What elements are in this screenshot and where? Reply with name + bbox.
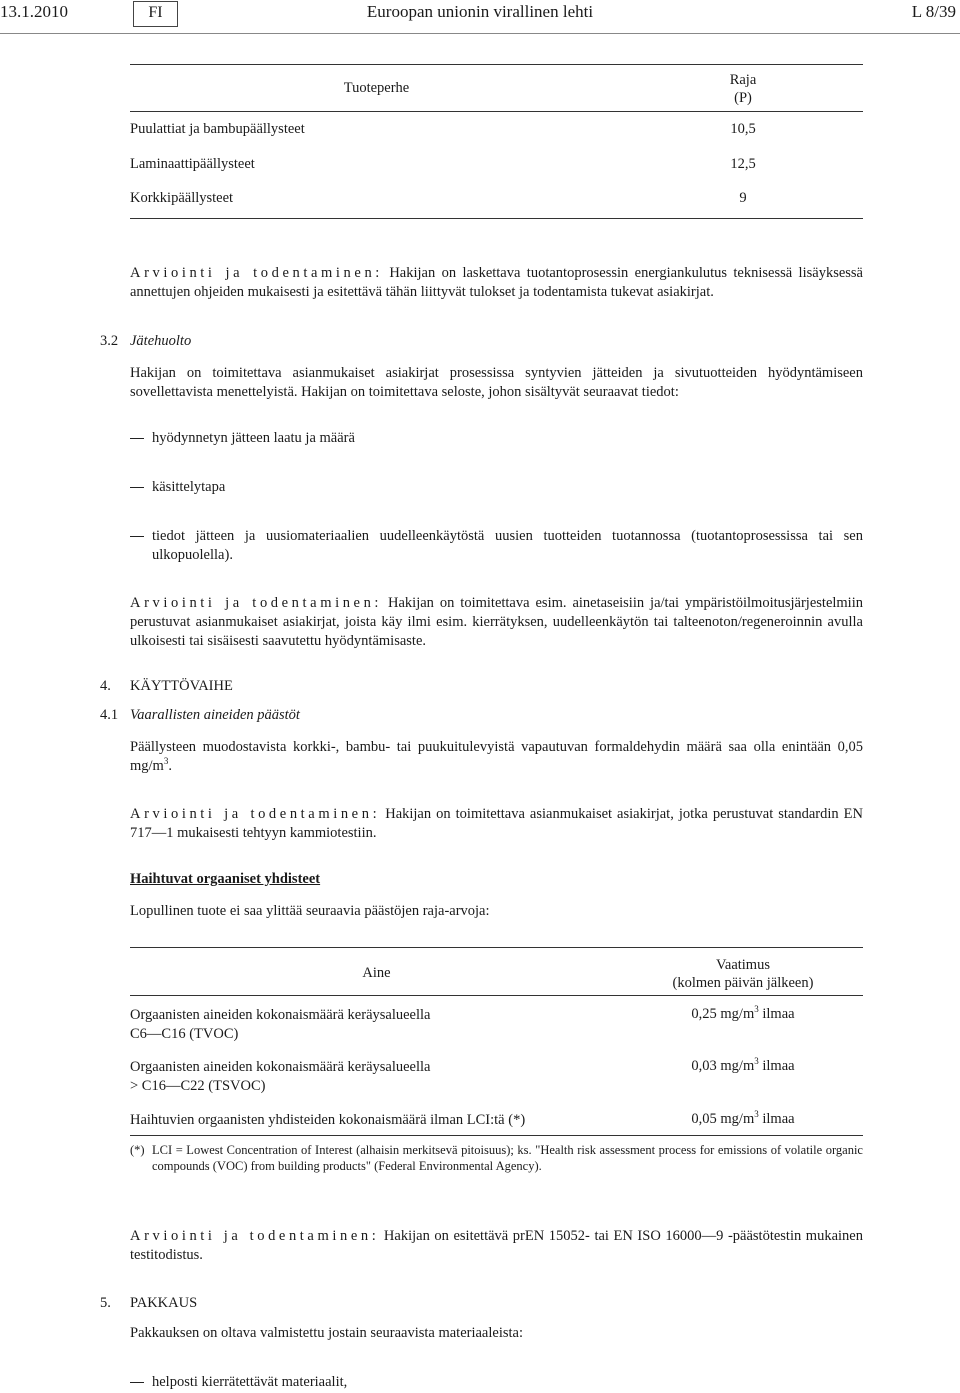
issue-date: 13.1.2010 (0, 2, 68, 21)
assessment-text: Hakijan on toimitettava asianmukaiset asiakirjat, jotka perustuvat standardin EN 717—1 mukaisesti tehtyyn kammiotestiin. (130, 806, 863, 841)
assessment-label: Arviointi ja todentaminen: (130, 595, 383, 611)
assessment-label: Arviointi ja todentaminen: (130, 806, 381, 822)
table-footnote (130, 1142, 863, 1174)
table-row-requirement (623, 1058, 863, 1075)
assessment-text: Hakijan on esitettävä prEN 15052- tai EN ISO 16000—9 -päästötestin mukainen testitodistus. (130, 1228, 863, 1263)
substance-line2: > C16—C22 (TSVOC) (130, 1078, 266, 1094)
assessment-text: Hakijan on laskettava tuotantoprosessin energiankulutus teknisessä lisäyksessä annettujen ohjeiden mukaisesti ja esitettävä tähän liittyvät tulokset ja todentamista tukevat asiakirjat. (130, 265, 863, 300)
paragraph-text: Päällysteen muodostavista korkki-, bambu- tai puukuitulevyistä vapautuvan formaldehydin määrä saa olla enintään 0,05 mg/m (130, 739, 863, 774)
dash-marker (130, 438, 144, 439)
superscript: 3 (754, 1109, 759, 1120)
table-row-substance (130, 1006, 430, 1044)
list-item-text: helposti kierrätettävät materiaalit, (152, 1374, 348, 1390)
paragraph-end: . (168, 758, 172, 774)
superscript: 3 (754, 1056, 759, 1067)
substance-line2: C6—C16 (TVOC) (130, 1026, 239, 1042)
subsection-number: 4.1 (100, 707, 119, 723)
journal-title: Euroopan unionin virallinen lehti (366, 2, 594, 21)
assessment-paragraph-3 (130, 805, 863, 843)
footnote-mark: (*) (130, 1143, 145, 1157)
requirement-value: 0,03 mg/m (691, 1058, 755, 1074)
table1-col1-header: Tuoteperhe (343, 80, 410, 96)
table-row-value: 9 (739, 190, 747, 206)
section-title: Jätehuolto (130, 333, 192, 349)
substance-line1: Orgaanisten aineiden kokonaismäärä keräysalueella (130, 1007, 431, 1023)
list-item-text: tiedot jätteen ja uusiomateriaalien uudelleenkäytöstä uusien tuotteiden tuotannossa (tuotantoprosessissa tai sen ulkopuolella). (152, 528, 863, 563)
list-item (130, 478, 863, 497)
page-number: L 8/39 (911, 2, 956, 21)
table1-col2-header (623, 71, 863, 107)
list-item-text: hyödynnetyn jätteen laatu ja määrä (152, 430, 355, 446)
table2-top-rule (130, 947, 863, 948)
section-number: 4. (100, 678, 111, 694)
page-header (0, 0, 960, 32)
table-row-value: 10,5 (730, 121, 756, 137)
table1-bottom-rule (130, 218, 863, 219)
table1-header-rule (130, 111, 863, 112)
table2-col1-header: Aine (362, 965, 391, 981)
list-item (130, 527, 863, 565)
requirement-unit: ilmaa (758, 1006, 795, 1022)
table2-header-rule (130, 995, 863, 996)
assessment-paragraph-1 (130, 264, 863, 302)
section-paragraph: Hakijan on toimitettava asianmukaiset asiakirjat prosessissa syntyvien jätteiden ja sivutuotteiden hyödyntämiseen sovellettavista menettelyistä. Hakijan on toimitettava seloste, johon sisältyvät seuraavat tiedot: (130, 365, 863, 400)
table2-bottom-rule (130, 1135, 863, 1136)
table1-top-rule (130, 64, 863, 65)
section-title: PAKKAUS (130, 1295, 198, 1311)
requirement-value: 0,05 mg/m (691, 1111, 755, 1127)
superscript: 3 (163, 756, 169, 767)
table1-col2-header-line2: (P) (734, 90, 752, 106)
dash-marker (130, 1382, 144, 1383)
table-row-name: Korkkipäällysteet (130, 190, 234, 206)
table2-col2-header (623, 956, 863, 992)
substance-line1: Haihtuvien orgaanisten yhdisteiden kokonaismäärä ilman LCI:tä (*) (130, 1112, 526, 1128)
assessment-label: Arviointi ja todentaminen: (130, 1228, 380, 1244)
assessment-paragraph-2 (130, 594, 863, 651)
voc-intro: Lopullinen tuote ei saa ylittää seuraavia päästöjen raja-arvoja: (130, 903, 490, 919)
table-row-name: Puulattiat ja bambupäällysteet (130, 121, 305, 137)
header-divider (0, 33, 960, 34)
section-paragraph (130, 738, 863, 776)
table-row-requirement (623, 1006, 863, 1023)
section-paragraph: Pakkauksen on oltava valmistettu jostain seuraavista materiaaleista: (130, 1325, 523, 1341)
table-row-substance (130, 1111, 525, 1130)
footnote-text: LCI = Lowest Concentration of Interest (alhaisin merkitsevä pitoisuus); ks. "Health risk assessment process for emissions of volatile organic compounds (VOC) from building products" (Federal Environmental Agency). (152, 1143, 863, 1173)
table-row-substance (130, 1058, 430, 1096)
list-item (130, 1373, 863, 1392)
requirement-value: 0,25 mg/m (691, 1006, 755, 1022)
table2-col2-header-line2: (kolmen päivän jälkeen) (672, 975, 814, 991)
section-number: 5. (100, 1295, 111, 1311)
list-item (130, 429, 863, 448)
assessment-label: Arviointi ja todentaminen: (130, 265, 383, 281)
dash-marker (130, 536, 144, 537)
section-number: 3.2 (100, 333, 119, 349)
table-row-requirement (623, 1111, 863, 1128)
assessment-paragraph-4 (130, 1227, 863, 1265)
dash-marker (130, 487, 144, 488)
section-title: KÄYTTÖVAIHE (130, 678, 233, 694)
list-item-text: käsittelytapa (152, 479, 226, 495)
voc-heading: Haihtuvat orgaaniset yhdisteet (130, 871, 321, 887)
table-row-name: Laminaattipäällysteet (130, 156, 255, 172)
language-badge: FI (133, 1, 178, 27)
table-row-value: 12,5 (730, 156, 756, 172)
substance-line1: Orgaanisten aineiden kokonaismäärä keräysalueella (130, 1059, 431, 1075)
subsection-title: Vaarallisten aineiden päästöt (130, 707, 300, 723)
superscript: 3 (754, 1004, 759, 1015)
table1-col2-header-line1: Raja (729, 72, 757, 88)
assessment-text: Hakijan on toimitettava esim. ainetaseisiin ja/tai ympäristöilmoitusjärjestelmiin perustuvat asianmukaiset asiakirjat, joista käy ilmi esim. kierrätyksen, uudelleenkäytön tai talteenoton/regeneroinnin avulla ulkoisesti tai sisäisesti saavutettu hyödyntämisaste. (130, 595, 863, 649)
requirement-unit: ilmaa (758, 1111, 795, 1127)
requirement-unit: ilmaa (758, 1058, 795, 1074)
table2-col2-header-line1: Vaatimus (716, 957, 770, 973)
